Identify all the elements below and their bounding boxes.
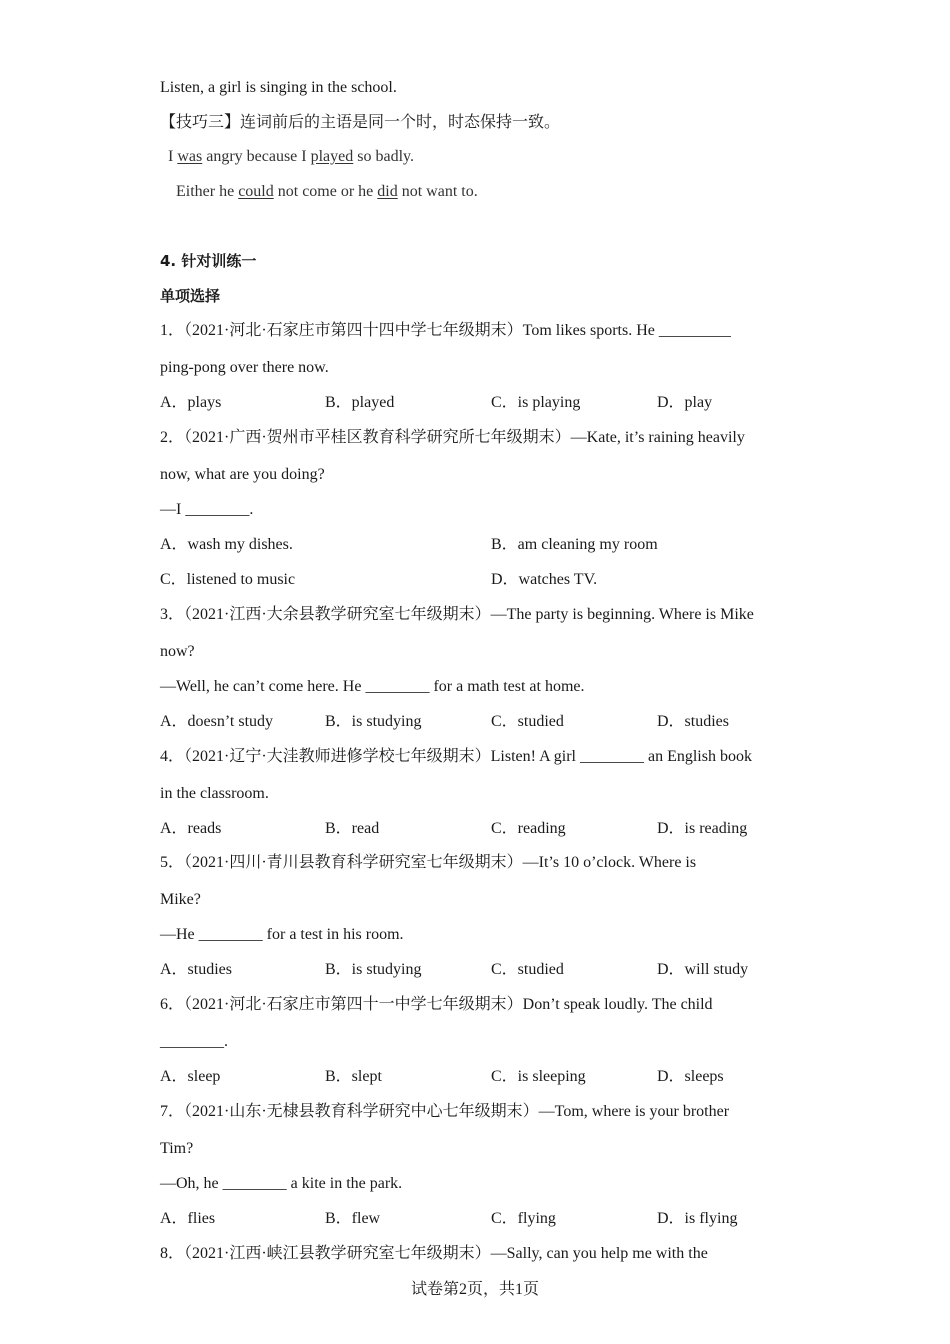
question-4-stem: 4．（2021·辽宁·大洼教师进修学校七年级期末）Listen! A girl ________ an English book xyxy=(160,748,752,765)
q4-option-c[interactable]: C．reading xyxy=(491,820,566,837)
q5-option-a[interactable]: A．studies xyxy=(160,961,233,978)
underlined-verb: could xyxy=(238,183,274,200)
q7-option-a[interactable]: A．flies xyxy=(160,1210,216,1227)
question-8-stem: 8．（2021·江西·峡江县教学研究室七年级期末）—Sally, can you help me with the xyxy=(160,1245,708,1262)
q3-option-c[interactable]: C．studied xyxy=(491,713,564,730)
question-2-answer-line: —I ________. xyxy=(160,501,254,518)
question-6-stem-cont: ________. xyxy=(160,1033,228,1050)
q7-option-b[interactable]: B．flew xyxy=(325,1210,381,1227)
q4-option-b[interactable]: B．read xyxy=(325,820,380,837)
question-6-stem: 6．（2021·河北·石家庄市第四十一中学七年级期末）Don’t speak loudly. The child xyxy=(160,996,713,1013)
page-footer: 试卷第2页，共1页 xyxy=(410,1281,539,1298)
question-3-stem: 3．（2021·江西·大余县教学研究室七年级期末）—The party is beginning. Where is Mike xyxy=(160,606,754,623)
q5-option-b[interactable]: B．is studying xyxy=(325,961,422,978)
question-5-stem-cont: Mike? xyxy=(160,891,201,908)
q3-option-b[interactable]: B．is studying xyxy=(325,713,422,730)
q7-option-c[interactable]: C．flying xyxy=(491,1210,556,1227)
q7-option-d[interactable]: D．is flying xyxy=(657,1210,738,1227)
q3-option-a[interactable]: A．doesn’t study xyxy=(160,713,274,730)
question-3-stem-cont: now? xyxy=(160,643,195,660)
question-1-stem-cont: ping-pong over there now. xyxy=(160,359,329,376)
question-5-answer-line: —He ________ for a test in his room. xyxy=(160,926,404,943)
example-sentence-1 xyxy=(168,147,414,167)
q6-option-a[interactable]: A．sleep xyxy=(160,1068,221,1085)
question-2-stem-cont: now, what are you doing? xyxy=(160,466,325,483)
q2-option-c[interactable]: C．listened to music xyxy=(160,571,296,588)
q4-option-d[interactable]: D．is reading xyxy=(657,820,748,837)
q6-option-b[interactable]: B．slept xyxy=(325,1068,382,1085)
text-part: Either he xyxy=(176,183,239,200)
text-part: so badly. xyxy=(353,148,414,165)
q1-option-c[interactable]: C．is playing xyxy=(491,394,581,411)
underlined-verb: was xyxy=(177,148,203,165)
text-part: not come or he xyxy=(273,183,378,200)
text-part: not want to. xyxy=(397,183,478,200)
question-2-stem: 2．（2021·广西·贺州市平桂区教育科学研究所七年级期末）—Kate, it’s raining heavily xyxy=(160,429,745,446)
q6-option-c[interactable]: C．is sleeping xyxy=(491,1068,586,1085)
underlined-verb: played xyxy=(310,148,354,165)
q1-option-a[interactable]: A．plays xyxy=(160,394,222,411)
text-part: I xyxy=(168,148,178,165)
section-subtitle: 单项选择 xyxy=(160,287,221,305)
question-5-stem: 5．（2021·四川·青川县教育科学研究室七年级期末）—It’s 10 o’clock. Where is xyxy=(160,854,697,871)
question-7-stem: 7．（2021·山东·无棣县教育科学研究中心七年级期末）—Tom, where is your brother xyxy=(160,1103,730,1120)
example-sentence-2 xyxy=(176,182,478,202)
question-4-stem-cont: in the classroom. xyxy=(160,785,269,802)
question-7-stem-cont: Tim? xyxy=(160,1140,194,1157)
tip-three: 【技巧三】连词前后的主语是同一个时，时态保持一致。 xyxy=(160,114,561,131)
q6-option-d[interactable]: D．sleeps xyxy=(657,1068,724,1085)
underlined-verb: did xyxy=(377,183,398,200)
question-7-answer-line: —Oh, he ________ a kite in the park. xyxy=(160,1175,403,1192)
question-3-answer-line: —Well, he can’t come here. He ________ for a math test at home. xyxy=(160,678,585,695)
q4-option-a[interactable]: A．reads xyxy=(160,820,222,837)
q2-option-a[interactable]: A．wash my dishes. xyxy=(160,536,293,553)
text-part: angry because I xyxy=(202,148,311,165)
question-1-stem: 1．（2021·河北·石家庄市第四十四中学七年级期末）Tom likes sports. He _________ xyxy=(160,322,731,339)
section-title: 4. 针对训练一 xyxy=(160,252,257,270)
q1-option-d[interactable]: D．play xyxy=(657,394,713,411)
q5-option-d[interactable]: D．will study xyxy=(657,961,749,978)
intro-sentence: Listen, a girl is singing in the school. xyxy=(160,79,397,96)
q2-option-d[interactable]: D．watches TV. xyxy=(491,571,598,588)
q2-option-b[interactable]: B．am cleaning my room xyxy=(491,536,658,553)
q5-option-c[interactable]: C．studied xyxy=(491,961,564,978)
q1-option-b[interactable]: B．played xyxy=(325,394,395,411)
q3-option-d[interactable]: D．studies xyxy=(657,713,730,730)
